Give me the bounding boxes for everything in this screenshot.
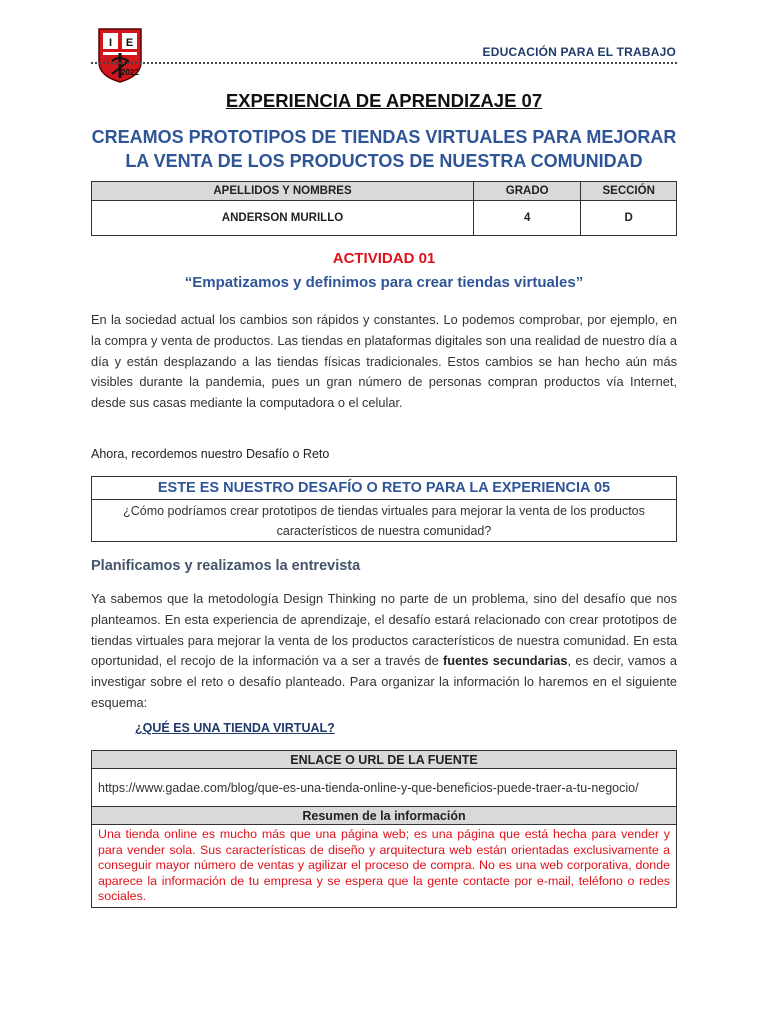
student-grade: 4 [474, 201, 581, 236]
student-table [91, 181, 677, 236]
experience-title: EXPERIENCIA DE APRENDIZAJE 07 [225, 90, 543, 111]
summary-header: Resumen de la información [92, 807, 677, 825]
main-title: CREAMOS PROTOTIPOS DE TIENDAS VIRTUALES PARA MEJORAR LA VENTA DE LOS PRODUCTOS DE NUESTRA COMUNIDAD [91, 127, 677, 171]
logo-year: 2022 [121, 68, 139, 77]
challenge-question: ¿Cómo podríamos crear prototipos de tiendas virtuales para mejorar la venta de los productos característicos de nuestra comunidad? [92, 500, 677, 542]
header-divider [91, 62, 677, 64]
student-section: D [581, 201, 677, 236]
source-url[interactable]: https://www.gadae.com/blog/que-es-una-tienda-online-y-que-beneficios-puede-traer-a-tu-negocio/ [92, 769, 677, 807]
plan-paragraph-bold: fuentes secundarias [443, 653, 568, 669]
challenge-title: ESTE ES NUESTRO DESAFÍO O RETO PARA LA EXPERIENCIA 05 [92, 477, 677, 500]
subject-label: EDUCACIÓN PARA EL TRABAJO [482, 45, 676, 59]
source-table [91, 750, 677, 908]
url-header: ENLACE O URL DE LA FUENTE [92, 751, 677, 769]
logo-letter-right: E [125, 37, 134, 49]
plan-heading: Planificamos y realizamos la entrevista [91, 558, 361, 574]
recall-line: Ahora, recordemos nuestro Desafío o Reto [91, 447, 330, 461]
name-column-header: APELLIDOS Y NOMBRES [92, 182, 474, 201]
grade-column-header: GRADO [474, 182, 581, 201]
activity-subtitle: “Empatizamos y definimos para crear tiendas virtuales” [184, 274, 584, 291]
student-row [92, 201, 677, 236]
summary-text[interactable]: Una tienda online es mucho más que una página web; es una página que está hecha para vender y para vender sola. Sus características de diseño y arquitectura web están orientadas exclusivamente a conseguir mayor número de ventas y agilizar el proceso de compra. No es una web corporativa, donde aparece la información de tu empresa y se espera que la gente contacte por e-mail, teléfono o redes sociales. [92, 825, 677, 908]
intro-paragraph: En la sociedad actual los cambios son rápidos y constantes. Lo podemos comprobar, por ejemplo, en la compra y venta de productos. Las tiendas en plataformas digitales son una realidad de nuestro día a día y están desplazando a las tiendas físicas tradicionales. Estos cambios se han hecho aún más visibles durante la pandemia, pues un gran número de personas compran productos vía Internet, desde sus casas mediante la computadora o el celular. [91, 312, 677, 411]
activity-label: ACTIVIDAD 01 [332, 250, 436, 267]
school-logo [91, 26, 149, 84]
challenge-table [91, 476, 677, 542]
question-heading: ¿QUÉ ES UNA TIENDA VIRTUAL? [135, 721, 335, 735]
student-name: ANDERSON MURILLO [92, 201, 474, 236]
student-table-header [92, 182, 677, 201]
plan-paragraph-part1: Ya sabemos que la metodología Design Thinking no parte de un problema, sino del desafío que nos planteamos. En esta experiencia de aprendizaje, el desafío estará relacionado con crear prototipos de tiendas virtuales para mejorar la venta de los productos característicos de nuestra comunidad. En esta oportunidad, el recojo de la información va a ser a través de [91, 591, 677, 669]
plan-paragraph-part2: , es decir, vamos a investigar sobre el reto o desafío planteado. Para organizar la información lo haremos en el siguiente esquema: [91, 653, 677, 710]
section-column-header: SECCIÓN [581, 182, 677, 201]
plan-paragraph [91, 589, 677, 714]
logo-letter-left: I [108, 37, 113, 49]
